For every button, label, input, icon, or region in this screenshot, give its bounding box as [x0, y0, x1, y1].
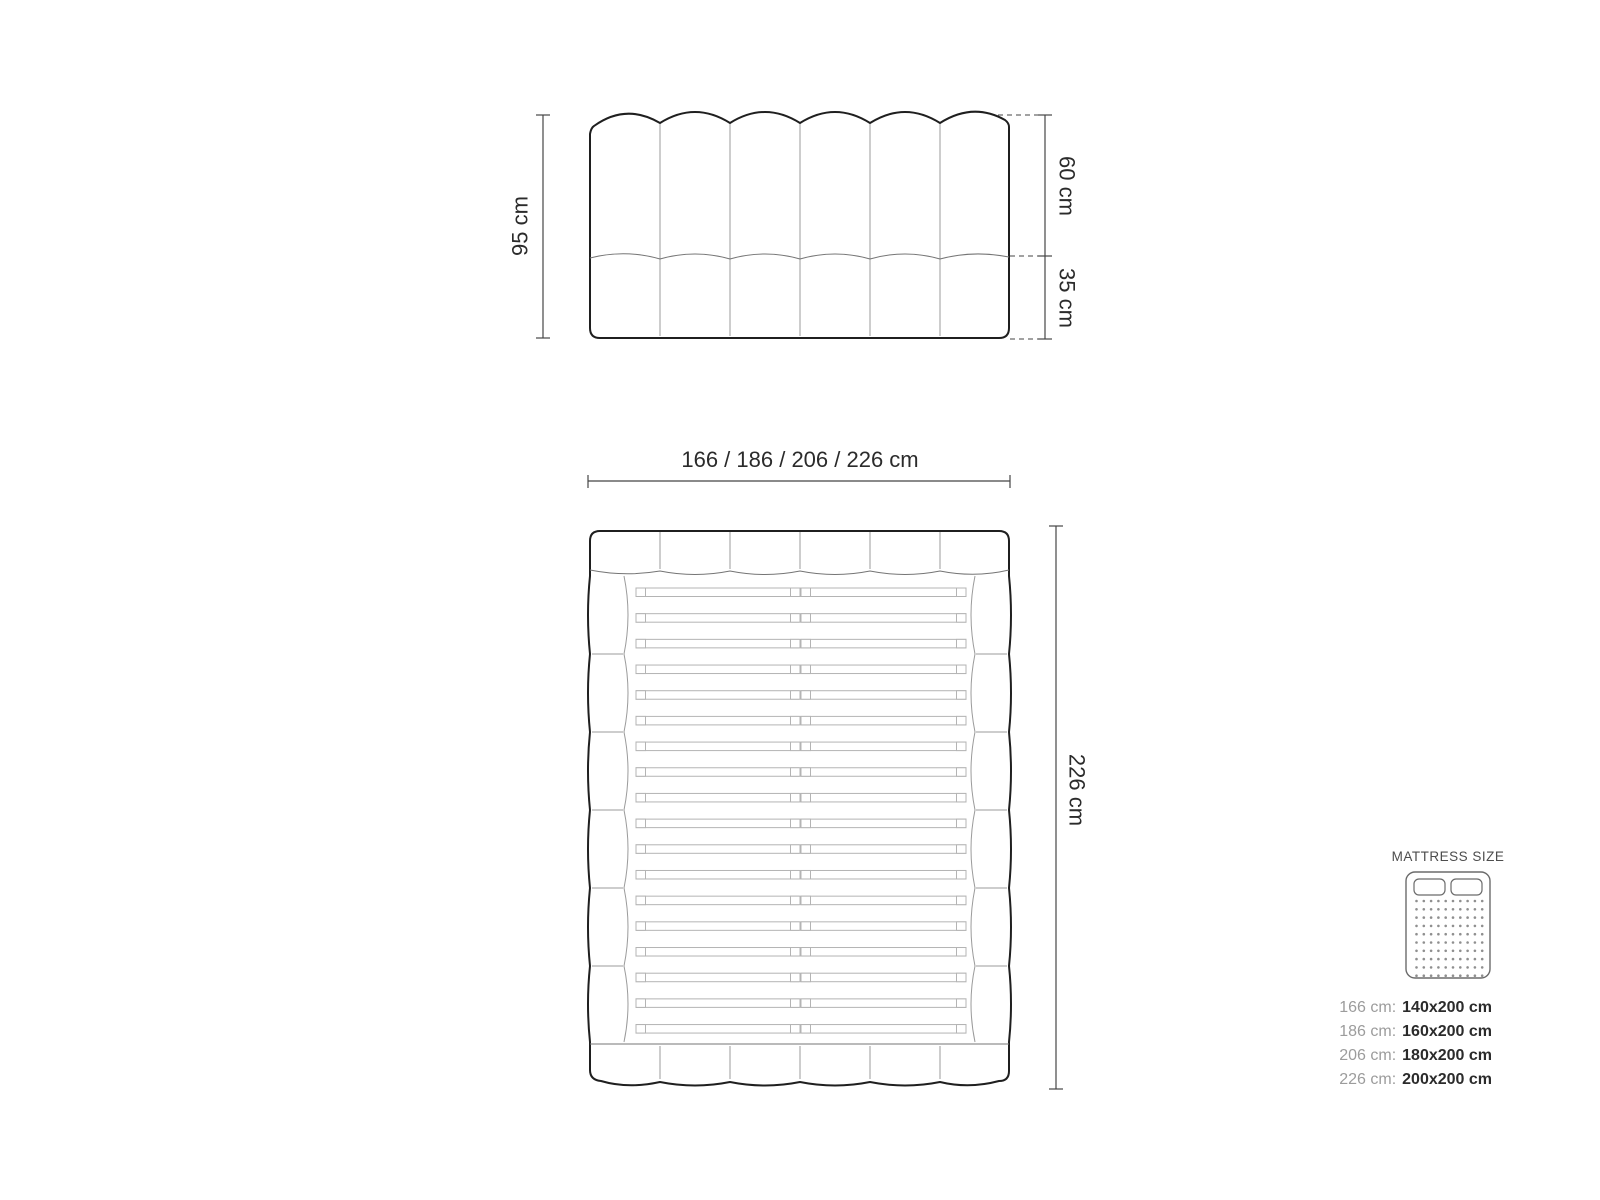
slat-holder [791, 793, 801, 802]
slat-holder [801, 870, 811, 879]
slat-left [636, 870, 799, 879]
mattress-dot [1430, 908, 1433, 911]
slat-holder [791, 845, 801, 854]
mattress-dot [1481, 925, 1484, 928]
slat-left [636, 768, 799, 777]
mattress-dot [1452, 900, 1455, 903]
slat-holder [957, 742, 967, 751]
mattress-dot [1466, 908, 1469, 911]
legend-title: MATTRESS SIZE [1391, 849, 1505, 864]
slat-left [636, 665, 799, 674]
mattress-dot [1437, 958, 1440, 961]
legend-rows [1339, 999, 1492, 1088]
slat-right [801, 948, 966, 957]
slat-left [636, 716, 799, 725]
mattress-dot [1415, 933, 1418, 936]
mattress-dot [1474, 933, 1477, 936]
slat-holder [801, 691, 811, 700]
legend-row [1339, 999, 1492, 1016]
slat-left [636, 948, 799, 957]
mattress-dot [1481, 908, 1484, 911]
dimension-total-height [508, 115, 551, 338]
slat-holder [957, 999, 967, 1008]
mattress-dot [1437, 908, 1440, 911]
slat-holder [636, 999, 646, 1008]
slat-right [801, 639, 966, 648]
mattress-dot [1423, 933, 1426, 936]
mattress-dot [1474, 941, 1477, 944]
slat-left [636, 922, 799, 931]
mattress-dot [1459, 974, 1462, 977]
slat-holder [957, 948, 967, 957]
slat-left [636, 999, 799, 1008]
mattress-dot [1430, 974, 1433, 977]
mattress-dot [1437, 925, 1440, 928]
slat-holder [801, 922, 811, 931]
mattress-dot [1423, 925, 1426, 928]
mattress-dot [1459, 950, 1462, 953]
mattress-dot [1437, 933, 1440, 936]
mattress-dot [1430, 900, 1433, 903]
dim-label-60cm: 60 cm [1054, 156, 1080, 216]
legend-frame-width: 166 cm: [1339, 999, 1397, 1016]
mattress-dot [1466, 966, 1469, 969]
slat-holder [791, 973, 801, 982]
slat-holder [957, 1025, 967, 1034]
slat-left [636, 819, 799, 828]
mattress-dot [1452, 933, 1455, 936]
mattress-dot [1430, 950, 1433, 953]
mattress-dot [1474, 908, 1477, 911]
slat-left [636, 639, 799, 648]
slat-holder [957, 665, 967, 674]
mattress-dot [1444, 966, 1447, 969]
slat-right [801, 922, 966, 931]
slat-holder [957, 716, 967, 725]
slat-holder [957, 819, 967, 828]
slat-holder [791, 999, 801, 1008]
slat-holder [636, 922, 646, 931]
slat-left [636, 588, 799, 597]
slat-holder [791, 1025, 801, 1034]
slat-holder [801, 948, 811, 957]
slat-right [801, 716, 966, 725]
dim-label-widths: 166 / 186 / 206 / 226 cm [681, 447, 919, 472]
slat-holder [957, 870, 967, 879]
slat-left [636, 742, 799, 751]
mattress-dot [1430, 958, 1433, 961]
slat-left [636, 896, 799, 905]
slat-holder [636, 973, 646, 982]
slat-left [636, 1025, 799, 1034]
slat-holder [636, 588, 646, 597]
slat-right [801, 691, 966, 700]
slat-holder [801, 999, 811, 1008]
mattress-dot [1459, 958, 1462, 961]
slat-holder [791, 948, 801, 957]
mattress-dot [1452, 966, 1455, 969]
slat-holder [957, 845, 967, 854]
mattress-dot [1459, 933, 1462, 936]
slat-holder [791, 716, 801, 725]
dimension-width [588, 447, 1010, 488]
mattress-dot [1423, 974, 1426, 977]
mattress-dot [1423, 908, 1426, 911]
mattress-dot [1452, 974, 1455, 977]
mattress-dot [1430, 925, 1433, 928]
mattress-dot [1423, 958, 1426, 961]
slat-right [801, 768, 966, 777]
slat-holder [791, 896, 801, 905]
slat-holder [791, 922, 801, 931]
slat-holder [636, 948, 646, 957]
slat-right [801, 819, 966, 828]
slat-right [801, 973, 966, 982]
slat-holder [801, 716, 811, 725]
legend-row [1339, 1047, 1492, 1064]
mattress-dot [1452, 958, 1455, 961]
mattress-dot [1459, 941, 1462, 944]
legend-frame-width: 206 cm: [1339, 1047, 1397, 1064]
mattress-dot [1481, 941, 1484, 944]
slat-right [801, 1025, 966, 1034]
mattress-dot [1452, 916, 1455, 919]
mattress-dot [1466, 933, 1469, 936]
mattress-dot [1452, 941, 1455, 944]
slat-holder [636, 716, 646, 725]
bed-top-view [588, 447, 1090, 1089]
dim-label-226cm: 226 cm [1064, 753, 1090, 827]
mattress-dot [1415, 908, 1418, 911]
slat-holder [636, 742, 646, 751]
mattress-dot [1481, 958, 1484, 961]
slat-holder [636, 691, 646, 700]
dimension-length [1049, 526, 1090, 1089]
slat-holder [636, 793, 646, 802]
slat-holder [957, 691, 967, 700]
pillow-left [1414, 879, 1445, 895]
slat-holder [791, 691, 801, 700]
mattress-dot [1415, 974, 1418, 977]
mattress-dot [1437, 916, 1440, 919]
slat-right [801, 845, 966, 854]
slat-holder [801, 665, 811, 674]
mattress-dot [1415, 958, 1418, 961]
slat-holder [801, 819, 811, 828]
mattress-dot [1466, 900, 1469, 903]
slat-right [801, 742, 966, 751]
dim-label-35cm: 35 cm [1054, 268, 1080, 328]
mattress-dot [1466, 941, 1469, 944]
mattress-dot [1415, 950, 1418, 953]
slat-holder [791, 588, 801, 597]
slat-right [801, 870, 966, 879]
slat-right [801, 614, 966, 623]
mattress-dot [1481, 916, 1484, 919]
pillow-right [1451, 879, 1482, 895]
mattress-dot [1481, 950, 1484, 953]
slat-holder [801, 588, 811, 597]
mattress-dot [1437, 974, 1440, 977]
slat-holder [957, 768, 967, 777]
mattress-dot [1474, 916, 1477, 919]
mattress-dot [1474, 958, 1477, 961]
slat-holder [636, 819, 646, 828]
mattress-dot [1444, 958, 1447, 961]
slat-left [636, 973, 799, 982]
slat-holder [636, 665, 646, 674]
mattress-dot [1474, 966, 1477, 969]
legend-frame-width: 186 cm: [1339, 1023, 1397, 1040]
mattress-dot [1430, 933, 1433, 936]
slat-holder [801, 639, 811, 648]
slat-holder [801, 973, 811, 982]
slat-right [801, 896, 966, 905]
slat-right [801, 999, 966, 1008]
slat-holder [801, 845, 811, 854]
dim-label-95cm: 95 cm [507, 196, 533, 256]
legend-mattress-size: 180x200 cm [1402, 1047, 1492, 1064]
mattress-dot [1459, 966, 1462, 969]
mattress-dot [1423, 966, 1426, 969]
mattress-dot [1481, 974, 1484, 977]
slat-right [801, 665, 966, 674]
mattress-dot [1459, 925, 1462, 928]
mattress-dot [1444, 908, 1447, 911]
mattress-dot [1474, 950, 1477, 953]
slat-holder [957, 793, 967, 802]
slat-holder [636, 896, 646, 905]
slat-left [636, 793, 799, 802]
slat-holder [801, 614, 811, 623]
mattress-dot [1423, 950, 1426, 953]
slat-holder [801, 896, 811, 905]
slat-holder [791, 742, 801, 751]
mattress-dot [1430, 941, 1433, 944]
mattress-dot [1437, 950, 1440, 953]
mattress-dot [1415, 925, 1418, 928]
mattress-dot [1423, 941, 1426, 944]
double-mattress-top-icon [1406, 872, 1490, 978]
mattress-dot [1474, 974, 1477, 977]
legend-mattress-size: 160x200 cm [1402, 1023, 1492, 1040]
slat-holder [636, 768, 646, 777]
mattress-dot [1459, 908, 1462, 911]
slat-holder [957, 896, 967, 905]
mattress-dot [1459, 900, 1462, 903]
mattress-dot [1474, 900, 1477, 903]
mattress-dot [1466, 974, 1469, 977]
slat-left [636, 691, 799, 700]
mattress-dot [1444, 916, 1447, 919]
mattress-dot [1466, 925, 1469, 928]
mattress-dot [1415, 900, 1418, 903]
mattress-dot [1437, 900, 1440, 903]
slat-holder [791, 870, 801, 879]
mattress-dot [1466, 958, 1469, 961]
slat-holder [957, 614, 967, 623]
mattress-dot [1437, 941, 1440, 944]
slat-holder [636, 845, 646, 854]
slat-right [801, 588, 966, 597]
mattress-dot [1444, 900, 1447, 903]
mattress-dot [1444, 933, 1447, 936]
mattress-dot [1415, 941, 1418, 944]
mattress-dot [1466, 916, 1469, 919]
slat-holder [791, 639, 801, 648]
slat-holder [636, 870, 646, 879]
mattress-dot [1444, 974, 1447, 977]
slat-holder [791, 819, 801, 828]
slat-holder [957, 639, 967, 648]
mattress-dot [1459, 916, 1462, 919]
mattress-dot [1481, 933, 1484, 936]
slat-holder [791, 665, 801, 674]
slat-holder [636, 639, 646, 648]
slat-holder [957, 973, 967, 982]
legend-row [1339, 1023, 1492, 1040]
slat-holder [957, 922, 967, 931]
headboard-front-view [508, 112, 1080, 339]
slat-holder [801, 1025, 811, 1034]
mattress-dot [1444, 941, 1447, 944]
mattress-dot [1415, 966, 1418, 969]
slat-left [636, 845, 799, 854]
mattress-dot [1437, 966, 1440, 969]
mattress-dot [1466, 950, 1469, 953]
slat-holder [636, 614, 646, 623]
slat-holder [801, 768, 811, 777]
mattress-dot [1423, 916, 1426, 919]
slat-holder [636, 1025, 646, 1034]
mattress-dot [1452, 925, 1455, 928]
mattress-dot [1452, 908, 1455, 911]
legend-mattress-size: 140x200 cm [1402, 999, 1492, 1016]
legend-row [1339, 1071, 1492, 1088]
mattress-dot [1481, 900, 1484, 903]
legend-mattress-size: 200x200 cm [1402, 1071, 1492, 1088]
mattress-dot [1452, 950, 1455, 953]
mattress-dot [1415, 916, 1418, 919]
mattress-dot [1481, 966, 1484, 969]
slat-holder [801, 742, 811, 751]
mattress-dot [1444, 925, 1447, 928]
mattress-dot [1430, 966, 1433, 969]
slat-holder [791, 768, 801, 777]
mattress-dot [1444, 950, 1447, 953]
mattress-dot [1430, 916, 1433, 919]
dimension-upper-lower-height [1038, 115, 1080, 339]
slat-holder [957, 588, 967, 597]
mattress-dot [1474, 925, 1477, 928]
slat-left [636, 614, 799, 623]
legend-frame-width: 226 cm: [1339, 1071, 1397, 1088]
slat-holder [801, 793, 811, 802]
mattress-size-legend [1339, 849, 1504, 1088]
mattress-dot [1423, 900, 1426, 903]
slat-holder [791, 614, 801, 623]
slat-right [801, 793, 966, 802]
